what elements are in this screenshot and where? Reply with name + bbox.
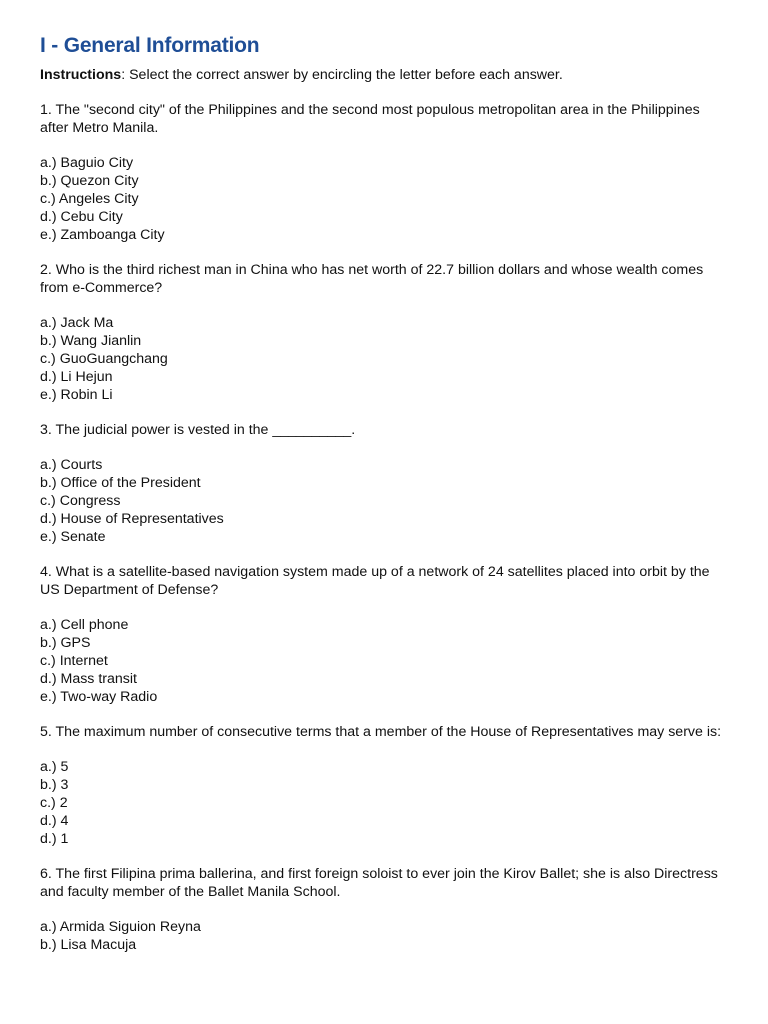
answer-options [40,758,728,848]
answer-option: e.) Two-way Radio [40,689,158,705]
answer-option: c.) Internet [40,653,108,669]
answer-option: e.) Zamboanga City [40,227,165,243]
question-2 [40,261,728,404]
instructions-text: : Select the correct answer by encircling the letter before each answer. [121,67,563,83]
answer-options [40,154,728,244]
answer-option: d.) 4 [40,813,69,829]
answer-option: e.) Senate [40,529,106,545]
answer-option: c.) GuoGuangchang [40,351,168,367]
question-5 [40,723,728,848]
answer-option: d.) Cebu City [40,209,123,225]
answer-option: b.) Wang Jianlin [40,333,142,349]
question-text: 4. What is a satellite-based navigation system made up of a network of 24 satellites placed into orbit by the US Department of Defense? [40,564,710,598]
question-3 [40,421,728,546]
answer-option: b.) Lisa Macuja [40,937,137,953]
answer-option: a.) Armida Siguion Reyna [40,919,201,935]
answer-option: a.) Baguio City [40,155,134,171]
answer-options [40,314,728,404]
answer-option: d.) House of Representatives [40,511,224,527]
answer-option: d.) 1 [40,831,69,847]
answer-option: a.) Cell phone [40,617,129,633]
answer-option: b.) GPS [40,635,91,651]
answer-option: b.) 3 [40,777,69,793]
question-6 [40,865,728,954]
answer-option: a.) 5 [40,759,69,775]
question-1 [40,101,728,244]
answer-option: c.) Congress [40,493,121,509]
instructions-label: Instructions [40,67,122,83]
answer-option: a.) Courts [40,457,103,473]
answer-option: d.) Mass transit [40,671,137,687]
instructions [40,66,728,84]
question-text: 5. The maximum number of consecutive terms that a member of the House of Representatives may serve is: [40,724,722,740]
answer-options [40,918,728,954]
question-text: 6. The first Filipina prima ballerina, and first foreign soloist to ever join the Kirov Ballet; she is also Directress and faculty member of the Ballet Manila School. [40,866,718,900]
section-title: I - General Information [40,34,260,57]
answer-option: e.) Robin Li [40,387,113,403]
answer-option: c.) Angeles City [40,191,139,207]
answer-option: a.) Jack Ma [40,315,114,331]
answer-option: b.) Office of the President [40,475,201,491]
answer-options [40,456,728,546]
answer-option: b.) Quezon City [40,173,139,189]
question-text: 1. The "second city" of the Philippines and the second most populous metropolitan area in the Philippines after Metro Manila. [40,102,700,136]
answer-option: c.) 2 [40,795,68,811]
answer-option: d.) Li Hejun [40,369,113,385]
question-text: 2. Who is the third richest man in China who has net worth of 22.7 billion dollars and whose wealth comes from e-Commerce? [40,262,704,296]
answer-options [40,616,728,706]
question-4 [40,563,728,706]
question-text: 3. The judicial power is vested in the __________. [40,422,356,438]
